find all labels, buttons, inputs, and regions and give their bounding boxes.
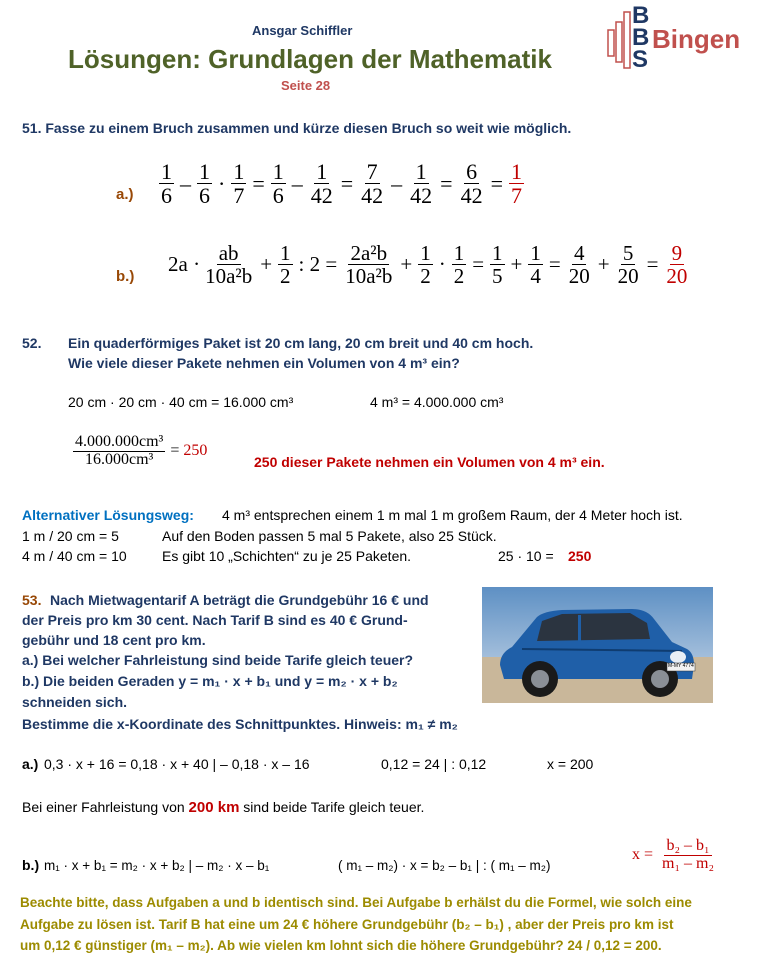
task53-note-line: um 0,12 € günstiger (m₁ – m₂). Ab wie vielen km lohnt sich die höhere Grundgebühr? 24 / 0,12 = 200. bbox=[20, 938, 662, 953]
logo-letter-b2: B bbox=[632, 24, 650, 51]
task53-note-line: Beachte bitte, dass Aufgaben a und b identisch sind. Bei Aufgabe b erhälst du die Formel, wie solch eine bbox=[20, 895, 692, 910]
alt-label: Alternativer Lösungsweg: bbox=[22, 507, 194, 523]
car-plate: M-MY 4774 bbox=[668, 663, 694, 669]
task53-b-calc2: ( m₁ – m₂) · x = b₂ – b₁ | : ( m₁ – m₂) bbox=[338, 858, 551, 873]
fraction: $\frac{ab}{\text{10a²b}}$ bbox=[205, 241, 253, 289]
task53-b-formula: x = $\frac{\text{b₂ – b₁}}{\text{m₁ – m₂}}$ bbox=[632, 837, 715, 872]
task53-line: Nach Mietwagentarif A beträgt die Grundgebühr 16 € und bbox=[50, 592, 429, 608]
author: Ansgar Schiffler bbox=[252, 23, 353, 38]
task53-a-calc: 0,3 · x + 16 = 0,18 · x + 40 | – 0,18 · x – 16 bbox=[44, 756, 310, 772]
fraction: $\frac{1}{4}$ bbox=[530, 241, 541, 289]
alt-row2-a: 4 m / 40 cm = 10 bbox=[22, 548, 127, 564]
task52-calc2: 4 m³ = 4.000.000 cm³ bbox=[370, 394, 504, 410]
result-fraction: $\frac{1}{7}$ bbox=[511, 159, 523, 209]
task53-number: 53. bbox=[22, 592, 42, 608]
task52-line2: Wie viele dieser Pakete nehmen ein Volumen von 4 m³ ein? bbox=[68, 355, 460, 371]
task53-a-sentence: Bei einer Fahrleistung von 200 km sind beide Tarife gleich teuer. bbox=[22, 799, 425, 816]
fraction: $\frac{7}{42}$ bbox=[361, 159, 384, 209]
result-fraction: $\frac{9}{20}$ bbox=[666, 241, 688, 289]
logo-letter-b1: B bbox=[632, 2, 650, 29]
fraction: $\frac{1}{42}$ bbox=[410, 159, 433, 209]
task53-line: schneiden sich. bbox=[22, 694, 128, 710]
fraction: $\frac{1}{2}$ bbox=[280, 241, 291, 289]
fraction: $\frac{1}{2}$ bbox=[453, 241, 465, 289]
task52-line1: Ein quaderförmiges Paket ist 20 cm lang, 20 cm breit und 40 cm hoch. bbox=[68, 335, 534, 351]
task51-heading: 51. Fasse zu einem Bruch zusammen und kürze diesen Bruch so weit wie möglich. bbox=[22, 120, 572, 136]
page-title: Lösungen: Grundlagen der Mathematik bbox=[68, 44, 552, 74]
task51-a-label: a.) bbox=[116, 186, 134, 203]
alt-row2-result: 250 bbox=[568, 548, 592, 564]
fraction: $\frac{1}{5}$ bbox=[492, 241, 503, 289]
task53-b-label: b.) bbox=[22, 857, 40, 873]
task51-b-equation: 2a · $\frac{ab}{\text{10a²b}}$ + $\frac{1}{2}$ : 2 = $\frac{\text{2a²b}}{\text{10a²b}}$ + $\frac{1}{2}$ · $\frac{1}{2}$ = $\frac{1}{5}$ + $\frac{1}{4}$ = $\frac{4}{20}$ + $\frac{5}{20}$ = $\frac{9}{20}$ bbox=[168, 241, 688, 289]
fraction: $\frac{1}{2}$ bbox=[420, 241, 431, 289]
task53-a-calc3: x = 200 bbox=[547, 756, 594, 772]
task53-a-calc2: 0,12 = 24 | : 0,12 bbox=[381, 756, 487, 772]
alt-row1-a: 1 m / 20 cm = 5 bbox=[22, 528, 119, 544]
car-image bbox=[482, 587, 713, 703]
task53-line: gebühr und 18 cent pro km. bbox=[22, 632, 206, 648]
logo-letter-s: S bbox=[632, 46, 649, 73]
task51-b-label: b.) bbox=[116, 268, 135, 285]
fraction: $\frac{1}{6}$ bbox=[161, 159, 172, 209]
task53-line: b.) Die beiden Geraden y = m₁ · x + b₁ und y = m₂ · x + b₂ bbox=[22, 673, 398, 689]
alt-row1-b: Auf den Boden passen 5 mal 5 Pakete, also 25 Stück. bbox=[162, 528, 497, 544]
alt-row2-c: 25 · 10 = bbox=[498, 548, 554, 564]
task53-a-label: a.) bbox=[22, 756, 39, 772]
fraction: $\frac{1}{6}$ bbox=[272, 159, 284, 209]
fraction: $\frac{1}{42}$ bbox=[310, 159, 333, 209]
task53-line: a.) Bei welcher Fahrleistung sind beide Tarife gleich teuer? bbox=[22, 652, 414, 668]
task53-line: Bestimme die x-Koordinate des Schnittpunktes. Hinweis: m₁ ≠ m₂ bbox=[22, 716, 458, 732]
fraction: $\frac{5}{20}$ bbox=[617, 241, 639, 289]
task53-b-calc: m₁ · x + b₁ = m₂ · x + b₂ | – m₂ · x – b₁ bbox=[44, 858, 270, 873]
fraction: $\frac{6}{42}$ bbox=[460, 159, 483, 209]
alt-row2-b: Es gibt 10 „Schichten“ zu je 25 Paketen. bbox=[162, 548, 412, 564]
page-number: Seite 28 bbox=[281, 78, 331, 93]
alt-text: 4 m³ entsprechen einem 1 m mal 1 m großem Raum, der 4 Meter hoch ist. bbox=[222, 507, 683, 523]
task52-calc1: 20 cm · 20 cm · 40 cm = 16.000 cm³ bbox=[68, 394, 294, 410]
fraction: $\frac{4}{20}$ bbox=[568, 241, 590, 289]
task53-line: der Preis pro km 30 cent. Nach Tarif B sind es 40 € Grund- bbox=[22, 612, 408, 628]
task52-number: 52. bbox=[22, 335, 42, 351]
task53-note-line: Aufgabe zu lösen ist. Tarif B hat eine um 24 € höhere Grundgebühr (b₂ – b₁) , aber der Preis pro km ist bbox=[20, 917, 674, 932]
fraction: $\frac{1}{6}$ bbox=[199, 159, 210, 209]
task51-a-equation: $\frac{1}{6}$ – $\frac{1}{6}$ · $\frac{1}{7}$ = $\frac{1}{6}$ – $\frac{1}{42}$ = $\frac{7}{42}$ – $\frac{1}{42}$ = $\frac{6}{42}$ = $\frac{1}{7}$ bbox=[161, 159, 523, 209]
fraction: $\frac{\text{2a²b}}{\text{10a²b}}$ bbox=[345, 241, 393, 289]
logo-text: Bingen bbox=[652, 24, 741, 54]
task52-fraction: $\frac{\text{4.000.000cm³}}{\text{16.000cm³}}$ = 250 bbox=[75, 433, 208, 468]
task52-answer: 250 dieser Pakete nehmen ein Volumen von 4 m³ ein. bbox=[254, 454, 605, 470]
bbs-logo bbox=[604, 2, 744, 74]
fraction: $\frac{1}{7}$ bbox=[233, 159, 245, 209]
